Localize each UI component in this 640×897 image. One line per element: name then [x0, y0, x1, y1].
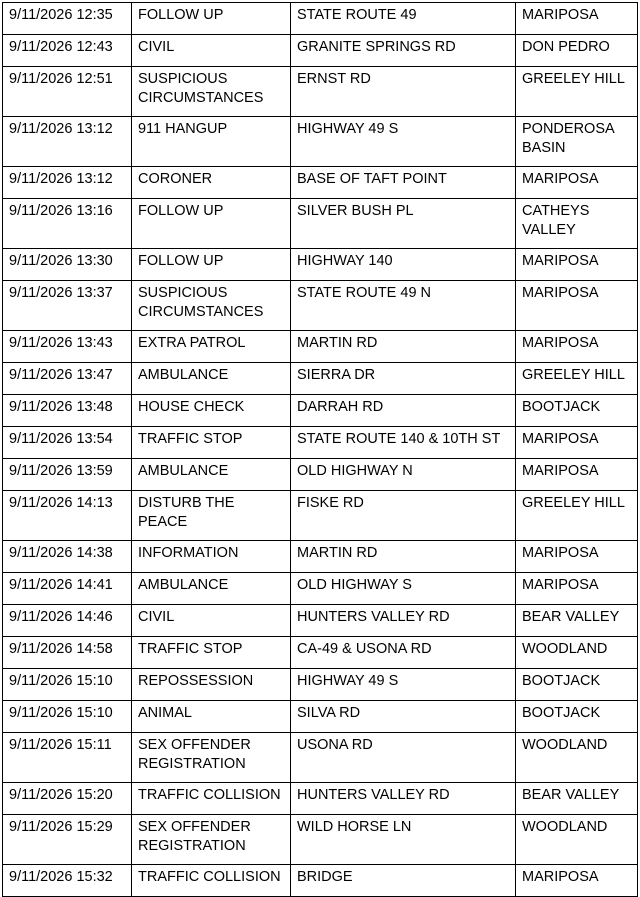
community-cell: MARIPOSA [516, 3, 638, 35]
call-type-cell: TRAFFIC COLLISION [132, 865, 291, 897]
call-type-cell: ANIMAL [132, 701, 291, 733]
call-log-table [2, 2, 638, 897]
community-cell: MARIPOSA [516, 249, 638, 281]
call-type-cell: REPOSSESSION [132, 669, 291, 701]
community-cell: MARIPOSA [516, 459, 638, 491]
location-cell: STATE ROUTE 49 N [291, 281, 516, 331]
table-row [3, 117, 638, 167]
location-cell: USONA RD [291, 733, 516, 783]
location-cell: OLD HIGHWAY S [291, 573, 516, 605]
datetime-cell: 9/11/2026 12:35 [3, 3, 132, 35]
call-type-cell: TRAFFIC COLLISION [132, 783, 291, 815]
datetime-cell: 9/11/2026 15:11 [3, 733, 132, 783]
community-cell: MARIPOSA [516, 427, 638, 459]
table-row [3, 199, 638, 249]
table-row [3, 35, 638, 67]
table-row [3, 459, 638, 491]
community-cell: BOOTJACK [516, 395, 638, 427]
community-cell: BEAR VALLEY [516, 605, 638, 637]
location-cell: HUNTERS VALLEY RD [291, 605, 516, 637]
community-cell: MARIPOSA [516, 541, 638, 573]
community-cell: BOOTJACK [516, 701, 638, 733]
community-cell: GREELEY HILL [516, 491, 638, 541]
datetime-cell: 9/11/2026 12:51 [3, 67, 132, 117]
location-cell: OLD HIGHWAY N [291, 459, 516, 491]
location-cell: SILVER BUSH PL [291, 199, 516, 249]
community-cell: CATHEYS VALLEY [516, 199, 638, 249]
table-row [3, 605, 638, 637]
table-row [3, 427, 638, 459]
call-type-cell: TRAFFIC STOP [132, 637, 291, 669]
call-type-cell: INFORMATION [132, 541, 291, 573]
call-type-cell: CORONER [132, 167, 291, 199]
call-type-cell: SUSPICIOUS CIRCUMSTANCES [132, 67, 291, 117]
call-type-cell: AMBULANCE [132, 363, 291, 395]
call-log-body [3, 3, 638, 897]
community-cell: DON PEDRO [516, 35, 638, 67]
location-cell: HIGHWAY 49 S [291, 669, 516, 701]
datetime-cell: 9/11/2026 15:20 [3, 783, 132, 815]
location-cell: BASE OF TAFT POINT [291, 167, 516, 199]
datetime-cell: 9/11/2026 13:12 [3, 117, 132, 167]
community-cell: MARIPOSA [516, 167, 638, 199]
location-cell: SILVA RD [291, 701, 516, 733]
datetime-cell: 9/11/2026 14:58 [3, 637, 132, 669]
location-cell: STATE ROUTE 49 [291, 3, 516, 35]
call-type-cell: FOLLOW UP [132, 3, 291, 35]
table-row [3, 281, 638, 331]
datetime-cell: 9/11/2026 12:43 [3, 35, 132, 67]
location-cell: SIERRA DR [291, 363, 516, 395]
location-cell: STATE ROUTE 140 & 10TH ST [291, 427, 516, 459]
datetime-cell: 9/11/2026 13:30 [3, 249, 132, 281]
table-row [3, 783, 638, 815]
table-row [3, 573, 638, 605]
datetime-cell: 9/11/2026 14:38 [3, 541, 132, 573]
community-cell: BOOTJACK [516, 669, 638, 701]
call-type-cell: SEX OFFENDER REGISTRATION [132, 815, 291, 865]
community-cell: BEAR VALLEY [516, 783, 638, 815]
community-cell: GREELEY HILL [516, 67, 638, 117]
community-cell: MARIPOSA [516, 573, 638, 605]
datetime-cell: 9/11/2026 14:46 [3, 605, 132, 637]
datetime-cell: 9/11/2026 15:32 [3, 865, 132, 897]
call-type-cell: AMBULANCE [132, 459, 291, 491]
datetime-cell: 9/11/2026 13:37 [3, 281, 132, 331]
call-type-cell: FOLLOW UP [132, 249, 291, 281]
datetime-cell: 9/11/2026 13:59 [3, 459, 132, 491]
community-cell: WOODLAND [516, 637, 638, 669]
table-row [3, 491, 638, 541]
table-row [3, 363, 638, 395]
table-row [3, 331, 638, 363]
location-cell: BRIDGE [291, 865, 516, 897]
call-type-cell: 911 HANGUP [132, 117, 291, 167]
datetime-cell: 9/11/2026 13:47 [3, 363, 132, 395]
table-row [3, 669, 638, 701]
datetime-cell: 9/11/2026 13:12 [3, 167, 132, 199]
table-row [3, 815, 638, 865]
location-cell: HIGHWAY 49 S [291, 117, 516, 167]
location-cell: MARTIN RD [291, 541, 516, 573]
community-cell: MARIPOSA [516, 281, 638, 331]
location-cell: CA-49 & USONA RD [291, 637, 516, 669]
datetime-cell: 9/11/2026 14:41 [3, 573, 132, 605]
datetime-cell: 9/11/2026 14:13 [3, 491, 132, 541]
table-row [3, 865, 638, 897]
location-cell: ERNST RD [291, 67, 516, 117]
location-cell: DARRAH RD [291, 395, 516, 427]
table-row [3, 395, 638, 427]
community-cell: PONDEROSA BASIN [516, 117, 638, 167]
location-cell: GRANITE SPRINGS RD [291, 35, 516, 67]
call-type-cell: TRAFFIC STOP [132, 427, 291, 459]
call-type-cell: DISTURB THE PEACE [132, 491, 291, 541]
community-cell: MARIPOSA [516, 331, 638, 363]
community-cell: GREELEY HILL [516, 363, 638, 395]
table-row [3, 249, 638, 281]
table-row [3, 637, 638, 669]
datetime-cell: 9/11/2026 15:10 [3, 701, 132, 733]
community-cell: WOODLAND [516, 815, 638, 865]
datetime-cell: 9/11/2026 15:10 [3, 669, 132, 701]
call-type-cell: EXTRA PATROL [132, 331, 291, 363]
table-row [3, 67, 638, 117]
table-row [3, 541, 638, 573]
call-type-cell: CIVIL [132, 35, 291, 67]
location-cell: FISKE RD [291, 491, 516, 541]
community-cell: WOODLAND [516, 733, 638, 783]
datetime-cell: 9/11/2026 13:54 [3, 427, 132, 459]
call-type-cell: HOUSE CHECK [132, 395, 291, 427]
call-type-cell: CIVIL [132, 605, 291, 637]
call-type-cell: SUSPICIOUS CIRCUMSTANCES [132, 281, 291, 331]
table-row [3, 733, 638, 783]
table-row [3, 3, 638, 35]
datetime-cell: 9/11/2026 15:29 [3, 815, 132, 865]
call-type-cell: SEX OFFENDER REGISTRATION [132, 733, 291, 783]
location-cell: HIGHWAY 140 [291, 249, 516, 281]
location-cell: WILD HORSE LN [291, 815, 516, 865]
community-cell: MARIPOSA [516, 865, 638, 897]
table-row [3, 167, 638, 199]
call-type-cell: FOLLOW UP [132, 199, 291, 249]
location-cell: HUNTERS VALLEY RD [291, 783, 516, 815]
call-type-cell: AMBULANCE [132, 573, 291, 605]
table-row [3, 701, 638, 733]
location-cell: MARTIN RD [291, 331, 516, 363]
datetime-cell: 9/11/2026 13:16 [3, 199, 132, 249]
datetime-cell: 9/11/2026 13:43 [3, 331, 132, 363]
datetime-cell: 9/11/2026 13:48 [3, 395, 132, 427]
